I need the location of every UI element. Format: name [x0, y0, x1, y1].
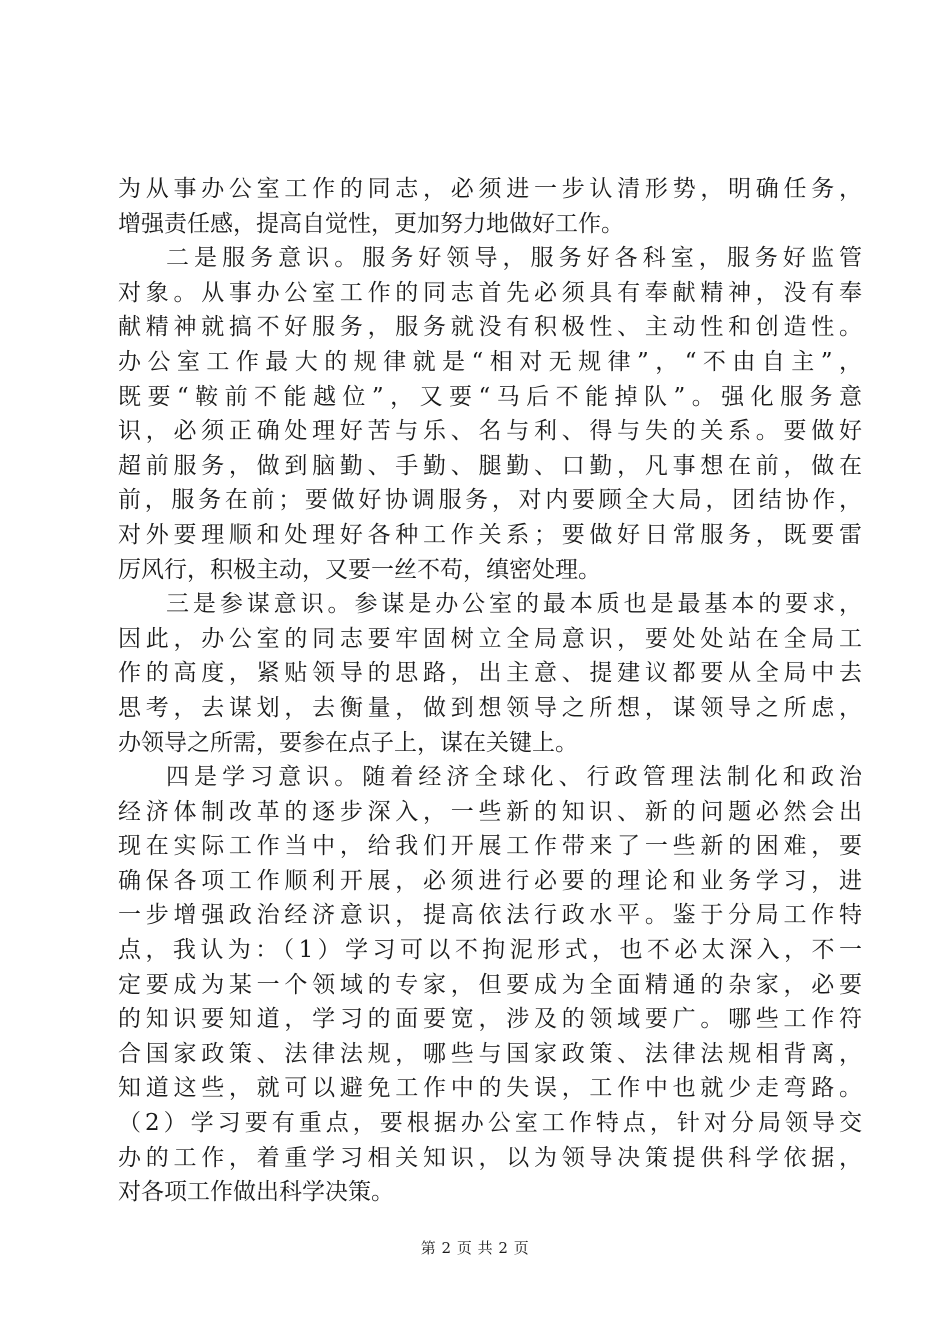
text-line: 识，必须正确处理好苦与乐、名与利、得与失的关系。要做好 — [118, 418, 862, 445]
text-line: 增强责任感，提高自觉性，更加努力地做好工作。 — [118, 210, 624, 237]
text-line: 办公室工作最大的规律就是“相对无规律”，“不由自主”， — [118, 348, 862, 375]
text-line: 三是参谋意识。参谋是办公室的最本质也是最基本的要求， — [166, 591, 862, 618]
text-line: 合国家政策、法律法规，哪些与国家政策、法律法规相背离， — [118, 1040, 862, 1067]
text-line: 献精神就搞不好服务，服务就没有积极性、主动性和创造性。 — [118, 314, 862, 341]
text-line: 一步增强政治经济意识，提高依法行政水平。鉴于分局工作特 — [118, 902, 862, 929]
text-line: 知道这些，就可以避免工作中的失误，工作中也就少走弯路。 — [118, 1075, 862, 1102]
text-line: 二是服务意识。服务好领导，服务好各科室，服务好监管 — [166, 245, 862, 272]
text-line: 作的高度，紧贴领导的思路，出主意、提建议都要从全局中去 — [118, 660, 862, 687]
text-line: 既要“鞍前不能越位”，又要“马后不能掉队”。强化服务意 — [118, 383, 862, 410]
text-line: 确保各项工作顺利开展，必须进行必要的理论和业务学习，进 — [118, 867, 862, 894]
text-line: 厉风行，积极主动，又要一丝不苟，缜密处理。 — [118, 556, 601, 583]
text-line: （2）学习要有重点，要根据办公室工作特点，针对分局领导交 — [118, 1110, 862, 1137]
text-line: 对象。从事办公室工作的同志首先必须具有奉献精神，没有奉 — [118, 279, 862, 306]
text-line: 经济体制改革的逐步深入，一些新的知识、新的问题必然会出 — [118, 798, 862, 825]
page-footer: 第 2 页 共 2 页 — [420, 1239, 530, 1257]
text-line: 对外要理顺和处理好各种工作关系；要做好日常服务，既要雷 — [118, 521, 862, 548]
text-line: 的知识要知道，学习的面要宽，涉及的领域要广。哪些工作符 — [118, 1006, 862, 1033]
text-line: 为从事办公室工作的同志，必须进一步认清形势，明确任务， — [118, 176, 862, 202]
text-line: 思考，去谋划，去衡量，做到想领导之所想，谋领导之所虑， — [118, 694, 862, 721]
text-line: 前，服务在前；要做好协调服务，对内要顾全大局，团结协作， — [118, 487, 862, 514]
text-line: 点，我认为：（1）学习可以不拘泥形式，也不必太深入，不一 — [118, 937, 862, 964]
text-line: 四是学习意识。随着经济全球化、行政管理法制化和政治 — [166, 764, 862, 791]
text-line: 对各项工作做出科学决策。 — [118, 1179, 394, 1206]
text-line: 现在实际工作当中，给我们开展工作带来了一些新的困难，要 — [118, 833, 862, 860]
text-line: 定要成为某一个领域的专家，但要成为全面精通的杂家，必要 — [118, 971, 862, 998]
text-line: 因此，办公室的同志要牢固树立全局意识，要处处站在全局工 — [118, 625, 862, 652]
body-text — [118, 172, 862, 1210]
text-line: 办的工作，着重学习相关知识，以为领导决策提供科学依据， — [118, 1144, 862, 1171]
text-line: 超前服务，做到脑勤、手勤、腿勤、口勤，凡事想在前，做在 — [118, 452, 862, 479]
text-line: 办领导之所需，要参在点子上，谋在关键上。 — [118, 729, 578, 756]
